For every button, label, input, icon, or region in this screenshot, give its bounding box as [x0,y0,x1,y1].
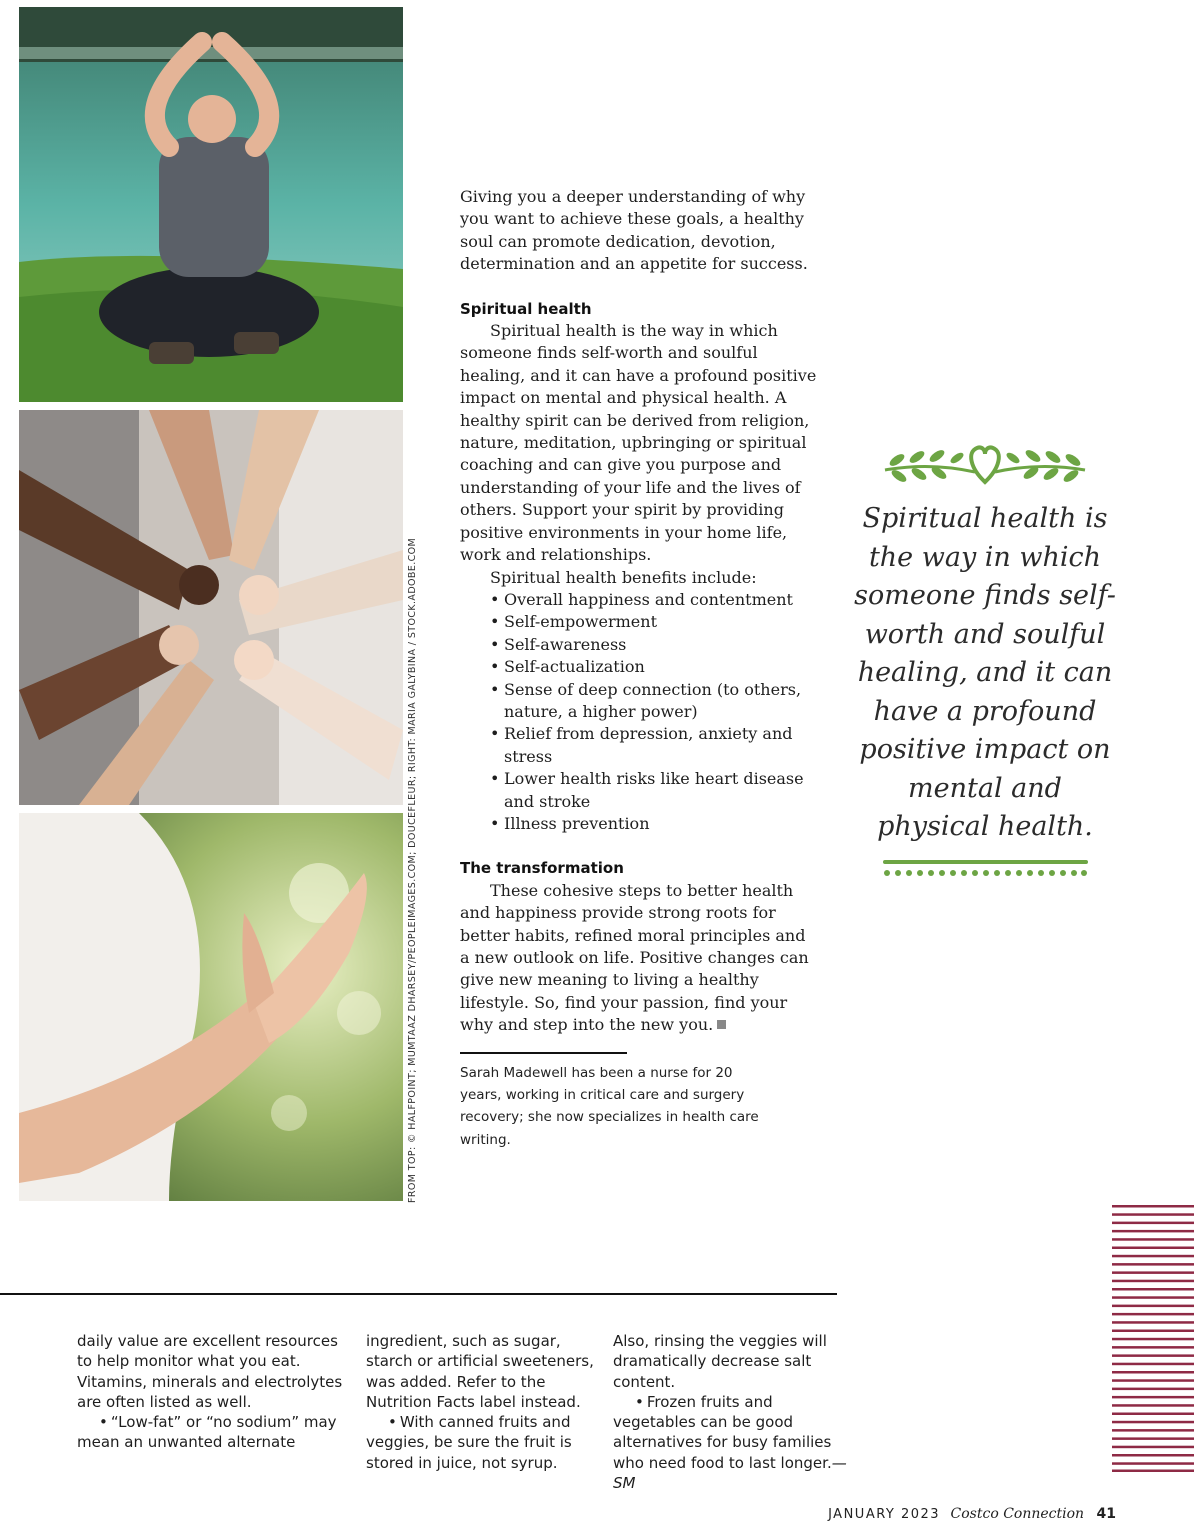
bottom-col1-bullet: • “Low-fat” or “no sodium” may mean an unwanted alternate [77,1412,347,1453]
magazine-name: Costco Connection [950,1506,1085,1522]
spiritual-health-body: Spiritual health is the way in which someone finds self-worth and soulful healing, and it can have a profound positive impact on mental and physical health. A healthy spirit can be derived from religion, nature, meditation, upbringing or spiritual coaching and can give you purpose and understanding of your life and the lives of others. Support your spirit by providing positive environments in your home life, work and relationships. [460,321,817,565]
benefit-item: • Illness prevention [490,813,820,835]
end-mark-icon [717,1020,726,1029]
author-initials: —SM [613,1453,847,1493]
heading-spiritual-health: Spiritual health [460,299,592,318]
benefit-item: • Self-empowerment [490,611,820,633]
author-bio: Sarah Madewell has been a nurse for 20 years, working in critical care and surgery recovery; she now specializes in health care writing. [460,1064,759,1148]
dotted-divider-icon [883,859,1088,879]
benefit-item: • Self-awareness [490,634,820,656]
bottom-col3-paragraph: Also, rinsing the veggies will dramatically decrease salt content. [613,1332,827,1391]
bio-divider [460,1052,627,1054]
transformation-text: These cohesive steps to better health and happiness provide strong roots for better habits, refined moral principles and a new outlook on life. Positive changes can give new meaning to living a healthy lifestyle. So, find your passion, find your why and step into the new you. [460,880,809,1035]
photo-credit: FROM TOP: © HALFPOINT; MUMTAAZ DHARSEY/PEOPLEIMAGES.COM; DOUCEFLEUR; RIGHT: MARIA GALYBINA / STOCK.ADOBE.COM [407,537,418,1203]
benefit-item: • Self-actualization [490,656,820,678]
bottom-col3-bullet-text: Frozen fruits and vegetables can be good alternatives for busy families who need food to last longer. [613,1392,832,1472]
heading-transformation: The transformation [460,859,624,878]
photo-praying-hands [19,813,403,1201]
bottom-column-3 [613,1331,848,1493]
intro-paragraph: Giving you a deeper understanding of why you want to achieve these goals, a healthy soul can promote dedication, devotion, determination and an appetite for success. [460,187,808,274]
bottom-col2-paragraph: ingredient, such as sugar, starch or artificial sweeteners, was added. Refer to the Nutrition Facts label instead. [366,1332,594,1411]
transformation-body [460,880,820,1037]
benefit-item: • Sense of deep connection (to others, nature, a higher power) [490,679,820,724]
page-number: 41 [1096,1506,1116,1522]
pull-quote [850,440,1120,879]
bottom-col3-bullet [613,1392,848,1493]
page-footer [828,1506,1116,1522]
bottom-col1-paragraph: daily value are excellent resources to help monitor what you eat. Vitamins, minerals and electrolytes are often listed as well. [77,1332,343,1411]
bottom-col2-bullet: • With canned fruits and veggies, be sure the fruit is stored in juice, not syrup. [366,1412,598,1473]
heart-leaf-ornament-icon [875,440,1095,490]
benefit-item: • Overall happiness and contentment [490,589,820,611]
benefit-item: • Lower health risks like heart disease and stroke [490,768,820,813]
bottom-section-rule [0,1293,837,1295]
pull-quote-text: Spiritual health is the way in which someone finds self-worth and soulful healing, and it can have a profound positive impact on mental and physical health. [854,503,1116,842]
bottom-column-1 [77,1331,347,1453]
benefits-list [460,589,820,835]
bottom-column-2 [366,1331,598,1473]
benefits-intro: Spiritual health benefits include: [490,567,757,587]
issue-date: JANUARY 2023 [828,1507,941,1522]
decorative-stripes [1112,1205,1194,1472]
photo-joined-hands-circle [19,410,403,805]
benefit-item: • Relief from depression, anxiety and stress [490,723,820,768]
photo-man-meditating-by-lake [19,7,403,402]
article-column [460,186,820,1151]
